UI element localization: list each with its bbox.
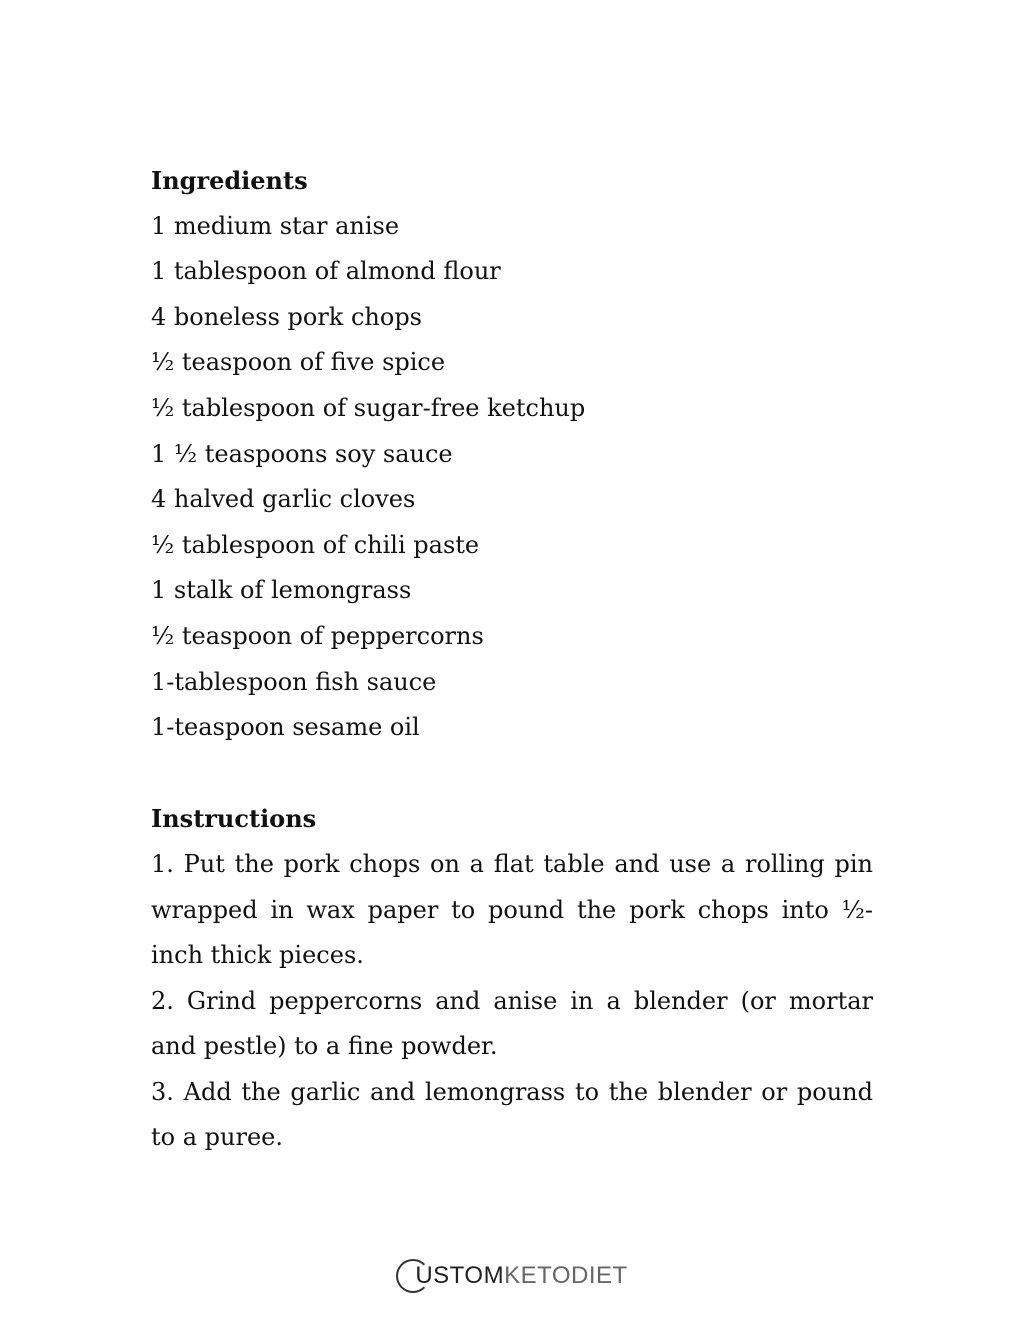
ingredient-item: 4 halved garlic cloves [151,485,416,514]
ingredient-item: 1 medium star anise [151,211,400,240]
logo-text-custom: USTOM [415,1262,505,1289]
recipe-content [151,158,873,1161]
ingredient-item: ½ teaspoon of five spice [151,348,446,377]
ingredient-item: ½ tablespoon of sugar-free ketchup [151,393,586,422]
instructions-heading: Instructions [151,804,317,834]
ingredient-item: ½ tablespoon of chili paste [151,530,480,559]
instructions-list [151,842,873,1161]
ingredient-item: 1-tablespoon fish sauce [151,667,437,696]
footer-logo [0,1255,1024,1297]
ingredient-item: 4 boneless pork chops [151,302,422,331]
ingredient-item: 1 stalk of lemongrass [151,576,412,605]
ingredients-heading: Ingredients [151,166,308,195]
ingredients-list [151,204,873,751]
ingredient-item: 1 ½ teaspoons soy sauce [151,439,453,468]
instruction-step: 2. Grind peppercorns and anise in a blender (or mortar and pestle) to a fine powder. [151,986,873,1061]
ingredient-item: ½ teaspoon of peppercorns [151,621,484,650]
logo-text-ketodiet: KETODIET [504,1262,628,1289]
instruction-step: 1. Put the pork chops on a flat table and use a rolling pin wrapped in wax paper to pound the pork chops into ½-inch thick pieces. [151,849,873,970]
custom-keto-diet-logo [396,1259,627,1293]
ingredient-item: 1 tablespoon of almond flour [151,257,501,286]
section-spacer [151,751,873,797]
ingredient-item: 1-teaspoon sesame oil [151,713,420,742]
instruction-step: 3. Add the garlic and lemongrass to the blender or pound to a puree. [151,1077,873,1152]
